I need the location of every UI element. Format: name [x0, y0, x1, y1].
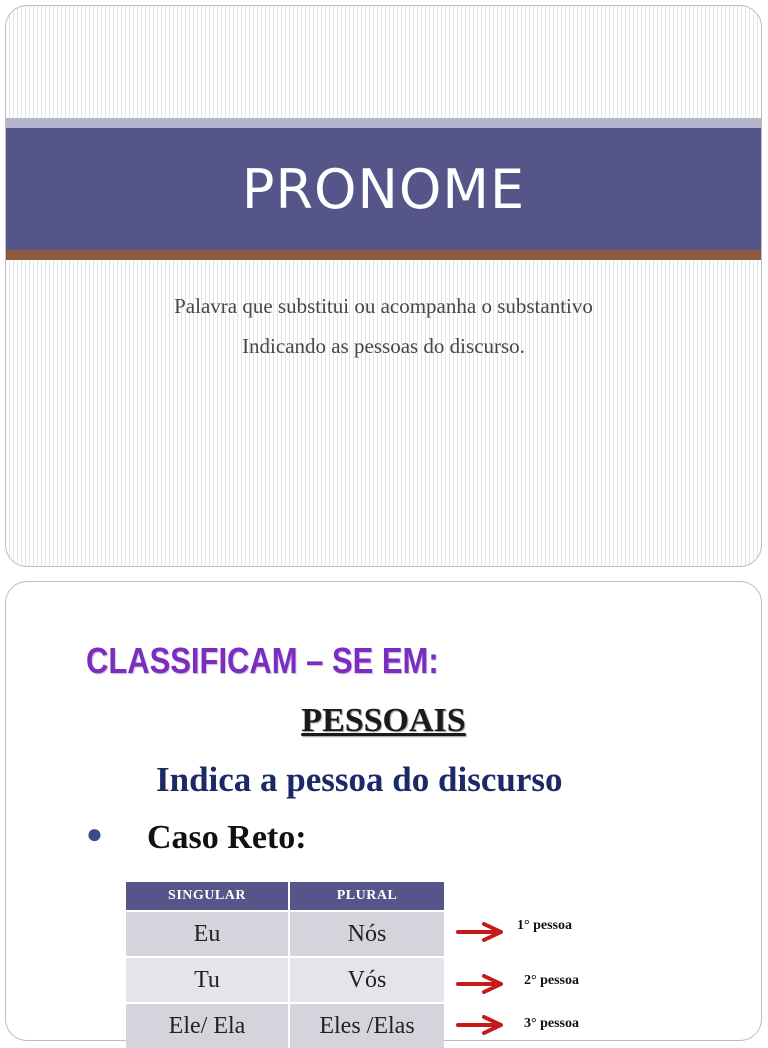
- table-row: [126, 957, 444, 1003]
- table-cell: Eles /Elas: [289, 1003, 444, 1048]
- definition-line-2: Indicando as pessoas do discurso.: [242, 334, 525, 358]
- pronoun-table: [126, 882, 444, 1048]
- arrow-right-icon: [456, 1014, 504, 1036]
- table-header-singular: SINGULAR: [126, 882, 289, 911]
- classification-slide: [5, 581, 762, 1041]
- arrow-label-3: 3° pessoa: [524, 1016, 579, 1031]
- slide-heading: CLASSIFICAM – SE EM:: [86, 640, 439, 681]
- arrow-label-2: 2° pessoa: [524, 973, 579, 988]
- subheading-text: PESSOAIS: [301, 702, 466, 739]
- table-cell: Eu: [126, 911, 289, 957]
- table-cell: Tu: [126, 957, 289, 1003]
- definition-line-1: Palavra que substitui ou acompanha o substantivo: [174, 294, 593, 318]
- bullet-icon: ●: [86, 819, 103, 850]
- title-band-top-stripe: [6, 118, 761, 128]
- slide-title: PRONOME: [241, 157, 526, 221]
- description-text: Indica a pessoa do discurso: [156, 760, 563, 799]
- arrow-label-1: 1° pessoa: [517, 918, 572, 933]
- table-header-row: [126, 882, 444, 911]
- table-cell: Vós: [289, 957, 444, 1003]
- table-header-plural: PLURAL: [289, 882, 444, 911]
- title-slide: [5, 5, 762, 567]
- table-row: [126, 1003, 444, 1048]
- definition-text: [6, 286, 761, 366]
- title-band: [6, 128, 761, 250]
- slide-subheading: [6, 702, 761, 740]
- title-band-bottom-stripe: [6, 250, 761, 260]
- bullet-text: Caso Reto:: [147, 819, 307, 856]
- table-cell: Nós: [289, 911, 444, 957]
- arrow-right-icon: [456, 973, 504, 995]
- arrow-right-icon: [456, 921, 504, 943]
- table-row: [126, 911, 444, 957]
- table-cell: Ele/ Ela: [126, 1003, 289, 1048]
